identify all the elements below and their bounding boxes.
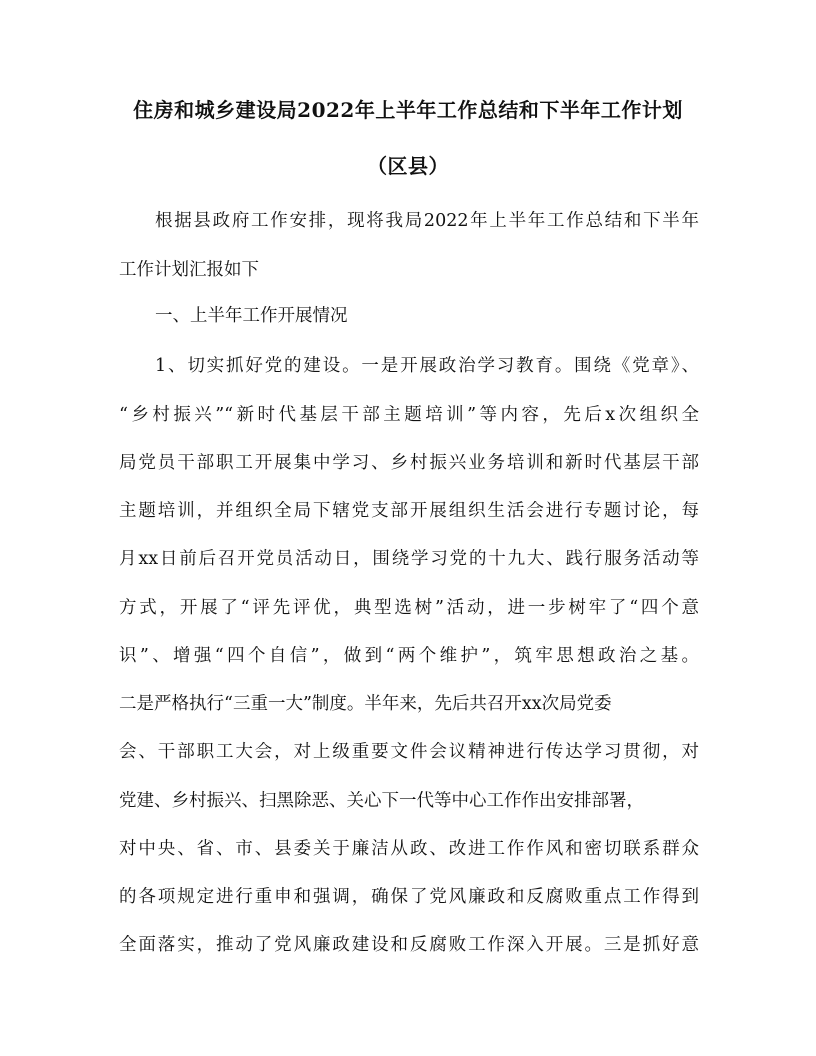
paragraph-line: 局党员干部职工开展集中学习、乡村振兴业务培训和新时代基层干部 bbox=[119, 453, 699, 473]
paragraph-line: 月xx日前后召开党员活动日，围绕学习党的十九大、践行服务活动等 bbox=[119, 549, 699, 569]
paragraph-line: 会、干部职工大会，对上级重要文件会议精神进行传达学习贯彻，对 bbox=[119, 742, 699, 762]
paragraph-line: 根据县政府工作安排，现将我局2022年上半年工作总结和下半年 bbox=[155, 211, 699, 231]
section-heading: 一、上半年工作开展情况 bbox=[155, 306, 348, 326]
paragraph-line: 1、切实抓好党的建设。一是开展政治学习教育。围绕《党章》、 bbox=[155, 356, 699, 376]
paragraph-line: 二是严格执行“三重一大”制度。半年来，先后共召开xx次局党委 bbox=[119, 694, 612, 714]
paragraph-line: 党建、乡村振兴、扫黑除恶、关心下一代等中心工作作出安排部署， bbox=[119, 791, 644, 811]
paragraph-line: 的各项规定进行重申和强调，确保了党风廉政和反腐败重点工作得到 bbox=[119, 887, 699, 907]
paragraph-line: 识”、增强“四个自信”，做到“两个维护”，筑牢思想政治之基。 bbox=[119, 646, 699, 666]
paragraph-line: 方式，开展了“评先评优，典型选树”活动，进一步树牢了“四个意 bbox=[119, 598, 699, 618]
document-subtitle: （区县） bbox=[367, 154, 449, 178]
paragraph-line: 对中央、省、市、县委关于廉洁从政、改进工作作风和密切联系群众 bbox=[119, 839, 699, 859]
paragraph-line: 主题培训，并组织全局下辖党支部开展组织生活会进行专题讨论，每 bbox=[119, 501, 699, 521]
paragraph-line: 全面落实，推动了党风廉政建设和反腐败工作深入开展。三是抓好意 bbox=[119, 935, 699, 955]
document-title: 住房和城乡建设局2022年上半年工作总结和下半年工作计划 bbox=[133, 98, 683, 122]
paragraph-line: “乡村振兴”“新时代基层干部主题培训”等内容，先后x次组织全 bbox=[119, 405, 699, 425]
paragraph-line: 工作计划汇报如下 bbox=[119, 260, 259, 280]
